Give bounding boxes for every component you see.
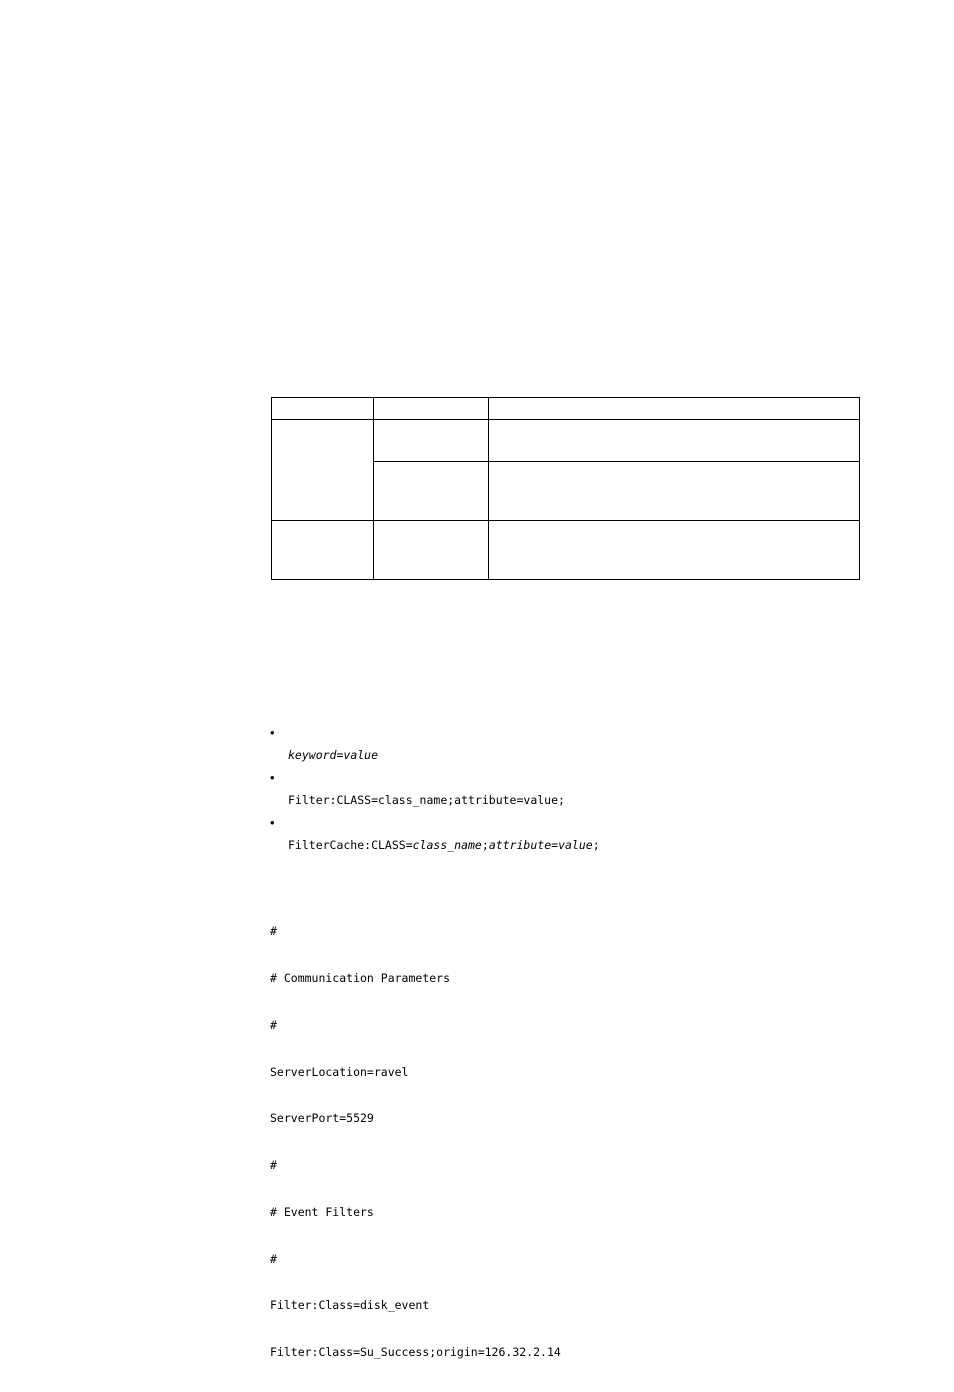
table-cell <box>489 521 860 580</box>
table-row <box>272 420 860 462</box>
table-row <box>272 521 860 580</box>
example-line: ServerLocation=ravel <box>270 1064 409 1079</box>
table-cell <box>489 462 860 521</box>
example-line: # <box>270 924 277 939</box>
table-cell <box>374 398 489 420</box>
example-line: Filter:Class=Su_Success;origin=126.32.2.14 <box>270 1345 561 1360</box>
table-cell <box>374 420 489 462</box>
filtercache-prefix: FilterCache:CLASS= <box>288 838 413 852</box>
equals-sign: = <box>336 748 344 762</box>
table-cell <box>489 398 860 420</box>
keyword-format <box>288 748 378 764</box>
table-cell <box>374 462 489 521</box>
example-line: # <box>270 1251 277 1266</box>
example-line: # <box>270 1158 277 1173</box>
bullet-icon: • <box>270 725 275 740</box>
keyword-var: keyword <box>288 748 337 762</box>
bullet-icon: • <box>270 815 275 830</box>
table-cell <box>374 521 489 580</box>
separator: ; <box>481 838 489 852</box>
terminator: ; <box>592 838 600 852</box>
table-cell <box>272 521 374 580</box>
bullet-icon: • <box>270 770 275 785</box>
table-header-row <box>272 398 860 420</box>
value-var: value <box>343 748 379 762</box>
example-line: # Event Filters <box>270 1204 374 1219</box>
table-cell <box>272 398 374 420</box>
value-var: value <box>558 838 593 852</box>
class-name-var: class_name <box>412 838 482 852</box>
example-line: ServerPort=5529 <box>270 1111 374 1126</box>
filtercache-format <box>288 838 600 854</box>
example-line: # Communication Parameters <box>270 970 451 985</box>
example-config <box>270 893 561 1392</box>
example-line: Filter:Class=disk_event <box>270 1298 430 1313</box>
equals-sign: = <box>551 838 559 852</box>
parameter-table <box>271 397 860 580</box>
example-line: # <box>270 1017 277 1032</box>
filter-format: Filter:CLASS=class_name;attribute=value; <box>288 793 565 807</box>
table-cell <box>272 420 374 521</box>
attribute-var: attribute <box>488 838 552 852</box>
table-cell <box>489 420 860 462</box>
